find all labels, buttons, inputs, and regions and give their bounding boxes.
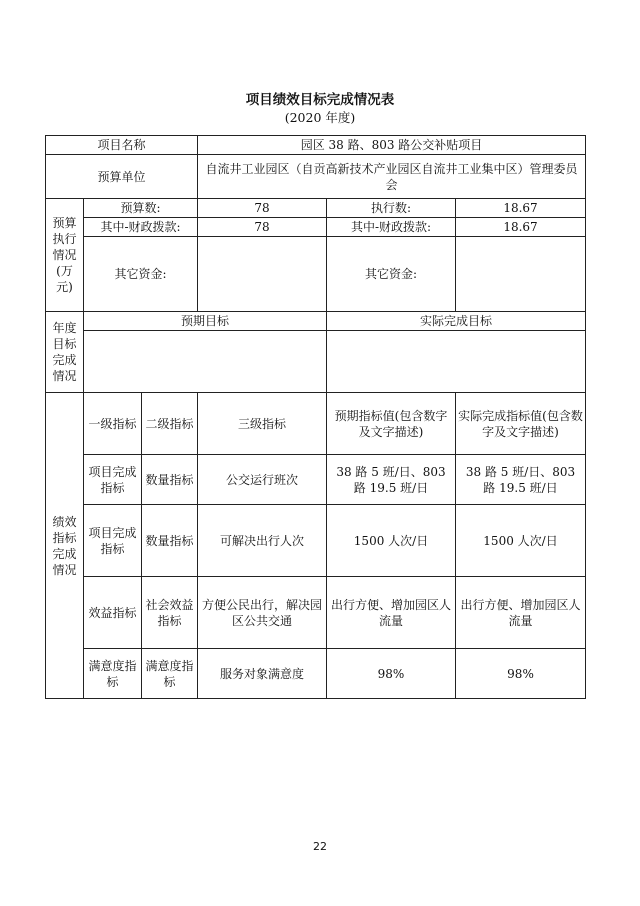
indicator-header-row xyxy=(46,393,586,455)
header-level3: 三级指标 xyxy=(198,393,327,455)
execution-amount-value: 18.67 xyxy=(456,199,586,218)
actual-target-label: 实际完成目标 xyxy=(327,312,586,331)
project-name-row xyxy=(46,136,586,155)
page-number: 22 xyxy=(313,840,327,853)
indicator-level2: 社会效益指标 xyxy=(142,577,198,649)
indicator-expected: 98% xyxy=(327,649,456,699)
indicator-expected: 出行方便、增加园区人流量 xyxy=(327,577,456,649)
fiscal-budget-label: 其中-财政拨款: xyxy=(84,218,198,237)
expected-target-label: 预期目标 xyxy=(84,312,327,331)
indicator-level1: 项目完成指标 xyxy=(84,505,142,577)
indicator-level1: 满意度指标 xyxy=(84,649,142,699)
other-exec-label: 其它资金: xyxy=(327,237,456,312)
project-name-label: 项目名称 xyxy=(46,136,198,155)
fiscal-exec-label: 其中-财政拨款: xyxy=(327,218,456,237)
expected-target-value xyxy=(84,331,327,393)
indicator-row xyxy=(46,455,586,505)
indicator-actual: 98% xyxy=(456,649,586,699)
indicator-expected: 38 路 5 班/日、803 路 19.5 班/日 xyxy=(327,455,456,505)
header-level2: 二级指标 xyxy=(142,393,198,455)
execution-amount-label: 执行数: xyxy=(327,199,456,218)
budget-row xyxy=(46,199,586,218)
indicator-level2: 数量指标 xyxy=(142,455,198,505)
indicator-level3: 服务对象满意度 xyxy=(198,649,327,699)
indicator-level3: 可解决出行人次 xyxy=(198,505,327,577)
other-exec-value xyxy=(456,237,586,312)
header-actual-value: 实际完成指标值(包含数字及文字描述) xyxy=(456,393,586,455)
budget-amount-value: 78 xyxy=(198,199,327,218)
indicator-row xyxy=(46,505,586,577)
page-title: 项目绩效目标完成情况表 xyxy=(245,92,395,108)
indicator-level2: 数量指标 xyxy=(142,505,198,577)
annual-value-row xyxy=(46,331,586,393)
other-budget-label: 其它资金: xyxy=(84,237,198,312)
budget-unit-label: 预算单位 xyxy=(46,155,198,199)
other-funds-row xyxy=(46,237,586,312)
indicator-level3: 方便公民出行，解决园区公共交通 xyxy=(198,577,327,649)
indicator-actual: 出行方便、增加园区人流量 xyxy=(456,577,586,649)
annual-section-label: 年度目标完成情况 xyxy=(46,312,84,393)
fiscal-budget-value: 78 xyxy=(198,218,327,237)
performance-table xyxy=(45,135,586,699)
fiscal-exec-value: 18.67 xyxy=(456,218,586,237)
header-expected-value: 预期指标值(包含数字及文字描述) xyxy=(327,393,456,455)
budget-section-label: 预算执行情况(万元) xyxy=(46,199,84,312)
indicator-level1: 项目完成指标 xyxy=(84,455,142,505)
budget-amount-label: 预算数: xyxy=(84,199,198,218)
indicator-actual: 1500 人次/日 xyxy=(456,505,586,577)
indicator-level1: 效益指标 xyxy=(84,577,142,649)
project-name-value: 园区 38 路、803 路公交补贴项目 xyxy=(198,136,586,155)
actual-target-value xyxy=(327,331,586,393)
header-level1: 一级指标 xyxy=(84,393,142,455)
budget-unit-value: 自流井工业园区（自贡高新技术产业园区自流井工业集中区）管理委员会 xyxy=(198,155,586,199)
budget-unit-row xyxy=(46,155,586,199)
page-subtitle: (2020 年度) xyxy=(284,110,356,125)
indicator-row xyxy=(46,577,586,649)
other-budget-value xyxy=(198,237,327,312)
annual-header-row xyxy=(46,312,586,331)
performance-section-label: 绩效指标完成情况 xyxy=(46,393,84,699)
indicator-actual: 38 路 5 班/日、803 路 19.5 班/日 xyxy=(456,455,586,505)
indicator-level3: 公交运行班次 xyxy=(198,455,327,505)
indicator-expected: 1500 人次/日 xyxy=(327,505,456,577)
indicator-row xyxy=(46,649,586,699)
fiscal-row xyxy=(46,218,586,237)
indicator-level2: 满意度指标 xyxy=(142,649,198,699)
